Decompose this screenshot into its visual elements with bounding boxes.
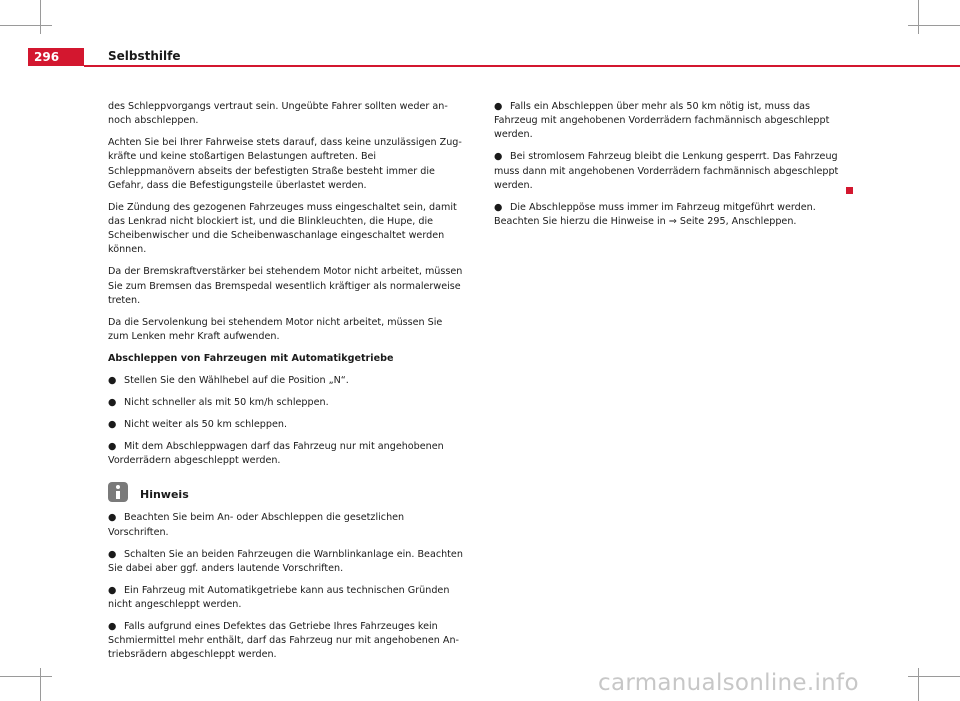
header-rule [84,65,960,67]
page-number: 296 [28,48,84,66]
bullet-icon: ● [494,201,503,213]
paragraph: Da die Servolenkung bei stehendem Motor nicht arbeitet, müssen Sie zum Lenken mehr Kraft aufwenden. [108,316,443,343]
list-item: ● Falls ein Abschleppen über mehr als 50 km nötig ist, muss das Fahrzeug mit angehobenen Vorderrädern fachmännisch abgeschleppt werden. [494,101,830,141]
note-title: Hinweis [140,488,189,502]
list-item: ● Schalten Sie an beiden Fahrzeugen die Warnblinkanlage ein. Beachten Sie dabei aber ggf. anders lautende Vorschriften. [108,548,463,574]
crop-mark [40,0,41,34]
list-item: ● Bei stromlosem Fahrzeug bleibt die Lenkung gesperrt. Das Fahrzeug muss dann mit angehobenen Vorderrädern fachmännisch abgeschleppt werden. [494,151,839,191]
info-icon [108,482,128,502]
crop-mark [0,676,52,677]
bullet-icon: ● [108,419,117,431]
subheading: Abschleppen von Fahrzeugen mit Automatikgetriebe [108,353,394,365]
bullet-icon: ● [108,441,117,453]
bullet-icon: ● [494,151,503,163]
section-title: Selbsthilfe [108,49,181,63]
crop-mark [918,668,919,701]
paragraph: Die Zündung des gezogenen Fahrzeuges muss eingeschaltet sein, damit das Lenkrad nicht blockiert ist, und die Blinkleuchten, die Hupe, die Scheibenwischer und die Scheibenwaschanlage eingeschaltet werden können. [108,201,457,256]
list-item: ● Nicht schneller als mit 50 km/h schleppen. [108,396,464,410]
crop-mark [908,676,960,677]
crop-mark [40,668,41,701]
list-item: ● Nicht weiter als 50 km schleppen. [108,418,464,432]
crop-mark [0,25,52,26]
bullet-icon: ● [108,584,117,596]
list-item: ● Falls aufgrund eines Defektes das Getriebe Ihres Fahrzeuges kein Schmiermittel mehr enthält, darf das Fahrzeug nur mit angehobenen Antriebsrädern abgeschleppt werden. [108,621,459,661]
list-item: ● Die Abschleppöse muss immer im Fahrzeug mitgeführt werden. Beachten Sie hierzu die Hinweise in ⇒ Seite 295, Anschleppen. [494,201,816,228]
crop-mark [918,0,919,34]
list-item: ● Mit dem Abschleppwagen darf das Fahrzeug nur mit angehobenen Vorderrädern abgeschleppt werden. [108,441,444,467]
end-of-section-mark [846,187,853,194]
bullet-icon: ● [108,512,117,524]
note-header [108,482,464,502]
list-item: ● Ein Fahrzeug mit Automatikgetriebe kann aus technischen Gründen nicht angeschleppt werden. [108,584,450,611]
list-item: ● Stellen Sie den Wählhebel auf die Position „N“. [108,374,464,388]
paragraph: Achten Sie bei Ihrer Fahrweise stets darauf, dass keine unzulässigen Zugkräfte und keine stoßartigen Belastungen auftreten. Bei Schleppmanövern abseits der befestigten Straße besteht immer die Gefahr, dass die Befestigungsteile überlastet werden. [108,137,462,191]
right-column [494,100,850,237]
paragraph: des Schleppvorgangs vertraut sein. Ungeübte Fahrer sollten weder an- noch abschleppen. [108,101,448,127]
watermark: carmanualsonline.info [598,670,859,696]
bullet-icon: ● [494,101,503,112]
bullet-icon: ● [108,548,117,560]
list-item: ● Beachten Sie beim An- oder Abschleppen die gesetzlichen Vorschriften. [108,512,405,538]
left-column [108,100,464,670]
bullet-icon: ● [108,375,117,387]
bullet-icon: ● [108,621,117,633]
bullet-icon: ● [108,397,117,409]
paragraph: Da der Bremskraftverstärker bei stehendem Motor nicht arbeitet, müssen Sie zum Bremsen das Bremspedal wesentlich kräftiger als normalerweise treten. [108,266,463,306]
crop-mark [908,25,960,26]
